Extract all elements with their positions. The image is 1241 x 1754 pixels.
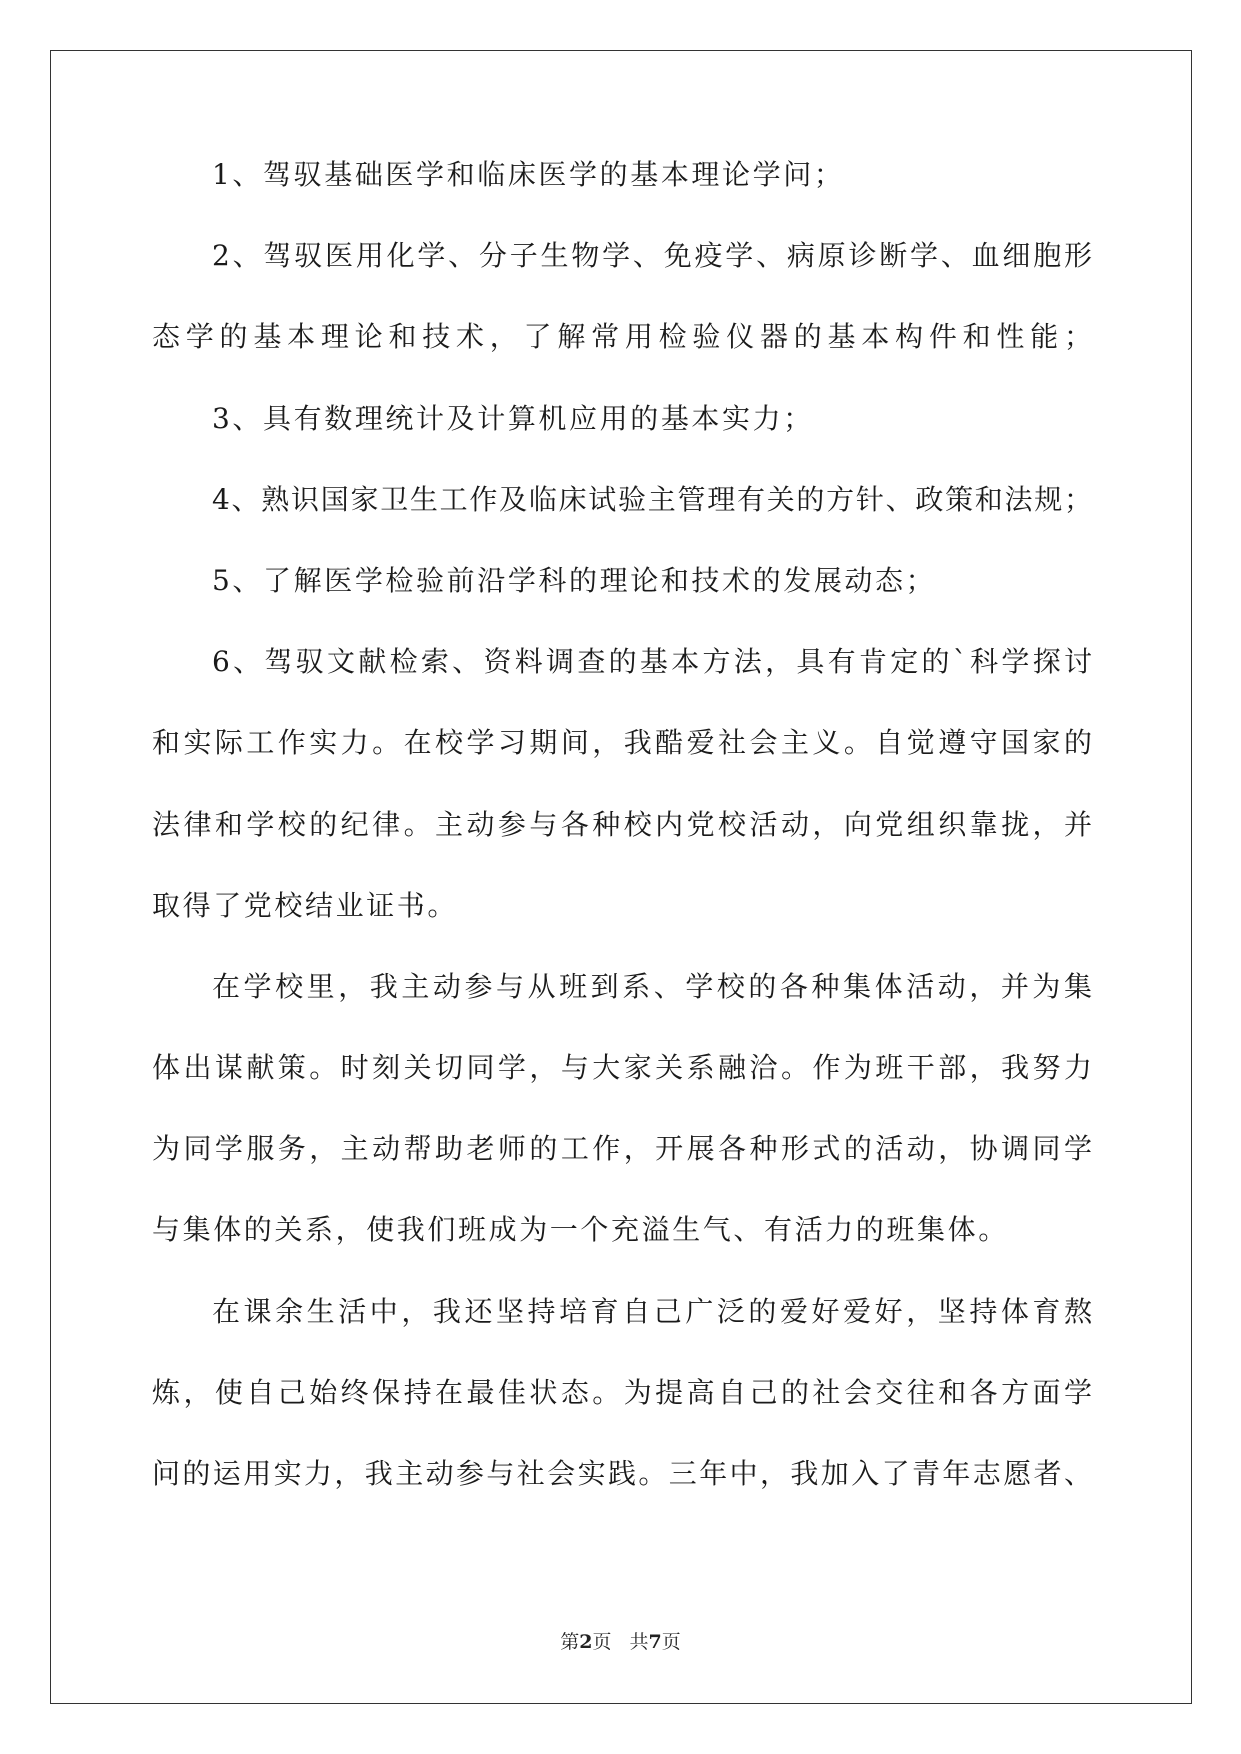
text-line: 4、熟识国家卫生工作及临床试验主管理有关的方针、政策和法规；	[212, 482, 1092, 516]
document-body	[152, 155, 1092, 1535]
text-line: 取得了党校结业证书。	[152, 888, 459, 922]
text-line: 在课余生活中，我还坚持培育自己广泛的爱好爱好，坚持体育熬	[212, 1294, 1092, 1328]
text-line: 问的运用实力，我主动参与社会实践。三年中，我加入了青年志愿者、	[152, 1457, 1092, 1490]
page-number: 2	[579, 1631, 593, 1653]
text-line: 1、驾驭基础医学和临床医学的基本理论学问；	[212, 158, 845, 191]
text-line: 6、驾驭文献检索、资料调查的基本方法，具有肯定的`科学探讨	[212, 645, 1092, 679]
text-line: 在学校里，我主动参与从班到系、学校的各种集体活动，并为集	[212, 969, 1092, 1003]
text-line: 炼，使自己始终保持在最佳状态。为提高自己的社会交往和各方面学	[152, 1375, 1092, 1409]
text-line: 3、具有数理统计及计算机应用的基本实力；	[212, 401, 814, 435]
text-line: 2、驾驭医用化学、分子生物学、免疫学、病原诊断学、血细胞形	[212, 239, 1092, 273]
total-suffix: 页	[661, 1631, 681, 1653]
page-footer	[0, 1630, 1241, 1654]
text-line: 和实际工作实力。在校学习期间，我酷爱社会主义。自觉遵守国家的	[152, 726, 1092, 760]
text-line: 法律和学校的纪律。主动参与各种校内党校活动，向党组织靠拢，并	[152, 807, 1092, 841]
text-line: 体出谋献策。时刻关切同学，与大家关系融洽。作为班干部，我努力	[152, 1051, 1092, 1085]
page-suffix: 页	[592, 1631, 612, 1653]
text-line: 为同学服务，主动帮助老师的工作，开展各种形式的活动，协调同学	[152, 1132, 1092, 1166]
total-prefix: 共	[629, 1631, 649, 1653]
text-line: 与集体的关系，使我们班成为一个充溢生气、有活力的班集体。	[152, 1213, 1009, 1247]
total-pages: 7	[648, 1631, 662, 1653]
page-prefix: 第	[560, 1631, 580, 1653]
text-line: 5、了解医学检验前沿学科的理论和技术的发展动态；	[212, 563, 937, 597]
text-line: 态学的基本理论和技术，了解常用检验仪器的基本构件和性能；	[152, 320, 1092, 354]
